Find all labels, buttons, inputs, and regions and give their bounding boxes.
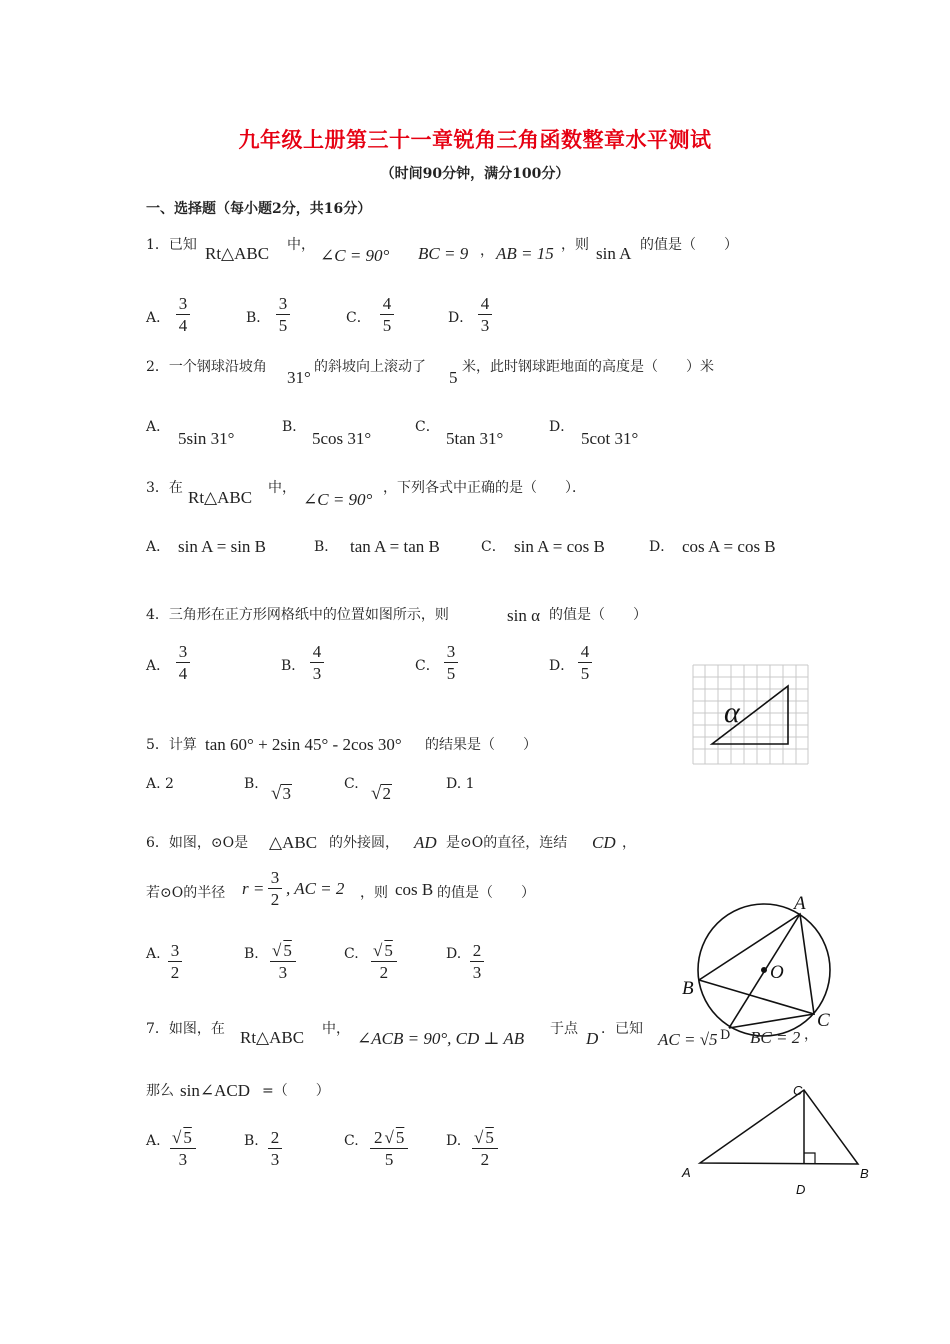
q6-label-o: O: [770, 962, 784, 983]
q6-option-a-label[interactable]: A.: [146, 946, 161, 962]
q7-right-angle-mark: [804, 1153, 815, 1164]
q6-cos-b: cos B: [395, 880, 434, 899]
q6-line2-b: ，则: [360, 885, 388, 901]
q3-option-b-expr: tan A = tan B: [350, 537, 440, 556]
q1-sin: sin A: [596, 244, 632, 263]
q7-label-b: B: [860, 1166, 869, 1181]
q5-option-a[interactable]: A. 2: [146, 776, 174, 792]
q5-tail: 的结果是（ ）: [425, 737, 537, 753]
q3-option-a-label[interactable]: A．: [146, 539, 171, 555]
q3-triangle: Rt△ABC: [188, 488, 253, 507]
q7-text-1: 7．如图，在: [146, 1021, 225, 1037]
q1-option-c-label[interactable]: C．: [346, 310, 371, 326]
q7-triangle-figure: [676, 1078, 876, 1202]
q7-tail: ，: [804, 1027, 818, 1043]
q3-option-a-expr: sin A = sin B: [178, 537, 267, 556]
q5-option-b-label[interactable]: B.: [244, 776, 259, 792]
q6-line2-a: 若⊙O的半径: [146, 885, 226, 901]
q3-option-d-label[interactable]: D．: [649, 539, 675, 555]
q2-option-b-label[interactable]: B．: [282, 419, 307, 435]
q7-fig-label-d: D: [720, 1028, 731, 1043]
q6-label-c: C: [817, 1010, 830, 1031]
page-subtitle: （时间90分钟，满分100分）: [380, 166, 570, 182]
q6-r: r =: [242, 879, 265, 898]
q3-option-c-expr: sin A = cos B: [514, 537, 605, 556]
q5-text-1: 5．计算: [146, 737, 197, 753]
q4-option-a-fraction: 3 4: [176, 641, 190, 684]
q6-triangle: △ABC: [269, 833, 318, 852]
q6-line1-c: 是⊙O的直径，连结: [446, 835, 568, 851]
q7-option-d-label[interactable]: D.: [446, 1133, 462, 1149]
q6-circle-figure: [674, 888, 844, 1050]
q1-option-a-fraction: 3 4: [176, 293, 190, 336]
q4-option-c-label[interactable]: C．: [415, 658, 440, 674]
q4-sin-alpha: sin α: [507, 606, 540, 625]
q7-sin-acd: sin∠ACD: [180, 1081, 250, 1100]
q3-number: 3．在: [146, 480, 183, 496]
q7-ac: AC = √5: [658, 1030, 718, 1049]
q6-ad: AD: [414, 833, 437, 852]
q7-option-b-label[interactable]: B.: [244, 1133, 259, 1149]
q6-segment-cd: [729, 1014, 814, 1028]
q6-option-d-fraction: 2 3: [470, 940, 484, 983]
q7-eq: =（ ）: [262, 1083, 330, 1099]
q7-yudian: 于点: [550, 1021, 578, 1037]
q2-option-b-expr: 5cos 31°: [312, 429, 372, 448]
q4-grid-figure: [692, 664, 810, 766]
q3-tail: ，下列各式中正确的是（ ）．: [383, 480, 586, 496]
q7-dot: ．已知: [601, 1021, 643, 1037]
q1-ab: AB = 15: [496, 244, 554, 263]
q6-label-a: A: [794, 893, 806, 914]
q2-text-2: 的斜坡向上滚动了: [314, 359, 426, 375]
q1-option-d-fraction: 4 3: [478, 293, 492, 336]
q5-option-b-sqrt: √ 3: [271, 783, 291, 804]
q6-triangle-abc: [699, 914, 814, 1014]
q7-condition: ∠ACB = 90°, CD ⊥ AB: [357, 1029, 525, 1048]
q3-zhong: 中，: [268, 480, 296, 496]
q6-cd: CD: [592, 833, 616, 852]
q6-center-dot: [761, 967, 767, 973]
q2-option-d-expr: 5cot 31°: [581, 429, 639, 448]
q5-expression: tan 60° + 2sin 45° - 2cos 30°: [205, 735, 402, 754]
q4-option-a-label[interactable]: A．: [146, 658, 171, 674]
q2-option-a-label[interactable]: A．: [146, 419, 171, 435]
q4-option-c-fraction: 3 5: [444, 641, 458, 684]
q4-text-1: 4．三角形在正方形网格纸中的位置如图所示，则: [146, 607, 449, 623]
q5-option-c-sqrt: √ 2: [371, 783, 391, 804]
q4-option-b-label[interactable]: B．: [281, 658, 306, 674]
q6-option-c-label[interactable]: C.: [344, 946, 359, 962]
q4-alpha-label: α: [724, 696, 740, 729]
q4-option-d-fraction: 4 5: [578, 641, 592, 684]
q7-zhong: 中，: [322, 1021, 350, 1037]
q2-option-a-expr: 5sin 31°: [178, 429, 235, 448]
q7-d: D: [586, 1029, 599, 1048]
q6-option-d-label[interactable]: D.: [446, 946, 462, 962]
q1-tail: 的值是（ ）: [640, 237, 738, 253]
q7-option-b-fraction: 2 3: [268, 1127, 282, 1170]
q1-comma: ，: [480, 243, 494, 259]
q6-line1-b: 的外接圆，: [329, 835, 399, 851]
q4-option-d-label[interactable]: D．: [549, 658, 575, 674]
q6-option-b-label[interactable]: B.: [244, 946, 259, 962]
q7-bc: BC = 2: [750, 1028, 801, 1047]
q1-triangle: Rt△ABC: [205, 244, 270, 263]
q6-ac: , AC = 2: [286, 879, 345, 898]
q1-option-a-label[interactable]: A．: [146, 310, 171, 326]
page-title: 九年级上册第三十一章锐角三角函数整章水平测试: [238, 127, 712, 152]
q4-option-b-fraction: 4 3: [310, 641, 324, 684]
q1-number: 1．已知: [146, 237, 197, 253]
q3-option-d-expr: cos A = cos B: [682, 537, 776, 556]
q6-line1-d: ，: [622, 835, 636, 851]
q1-option-c-fraction: 4 5: [380, 293, 394, 336]
q7-option-c-label[interactable]: C.: [344, 1133, 359, 1149]
q1-option-d-label[interactable]: D．: [448, 310, 474, 326]
q5-option-d[interactable]: D. 1: [446, 776, 475, 792]
q2-text-3: 米，此时钢球距地面的高度是（ ）米: [462, 359, 714, 375]
q1-ze: ，则: [561, 237, 589, 253]
q7-line2: 那么: [146, 1083, 174, 1099]
q6-option-b-fraction: √ 5 3: [270, 940, 296, 983]
q5-option-c-label[interactable]: C.: [344, 776, 359, 792]
q1-bc: BC = 9: [418, 244, 469, 263]
q1-zhong: 中，: [287, 237, 315, 253]
q2-option-d-label[interactable]: D．: [549, 419, 575, 435]
q6-line2-c: 的值是（ ）: [437, 885, 535, 901]
q1-option-b-fraction: 3 5: [276, 293, 290, 336]
q7-option-d-fraction: √ 5 2: [472, 1127, 498, 1170]
q3-option-b-label[interactable]: B．: [314, 539, 339, 555]
q3-option-c-label[interactable]: C．: [481, 539, 506, 555]
q1-angle: ∠C = 90°: [320, 246, 390, 265]
q3-angle: ∠C = 90°: [303, 490, 373, 509]
section-heading: 一、选择题（每小题2分，共16分）: [146, 201, 372, 217]
q6-option-c-fraction: √ 5 2: [371, 940, 397, 983]
q7-option-a-fraction: √ 5 3: [170, 1127, 196, 1170]
q1-option-b-label[interactable]: B．: [246, 310, 271, 326]
q7-option-c-fraction: 2 √ 5 5: [370, 1127, 408, 1170]
q7-label-c: C: [793, 1083, 803, 1098]
q7-label-d: D: [796, 1182, 806, 1197]
q2-five: 5: [449, 368, 458, 387]
q2-degree: 31°: [287, 368, 311, 387]
q4-tail: 的值是（ ）: [549, 607, 647, 623]
q6-radius-fraction: 3 2: [268, 867, 282, 910]
q7-option-a-label[interactable]: A.: [146, 1133, 161, 1149]
q6-option-a-fraction: 3 2: [168, 940, 182, 983]
q6-label-b: B: [682, 978, 694, 999]
q6-line1-a: 6．如图，⊙O是: [146, 835, 249, 851]
q7-triangle: Rt△ABC: [240, 1028, 305, 1047]
q7-triangle-abc: [700, 1090, 858, 1164]
q7-label-a: A: [682, 1165, 691, 1180]
q2-option-c-expr: 5tan 31°: [446, 429, 504, 448]
q2-text-1: 2．一个钢球沿坡角: [146, 359, 267, 375]
q2-option-c-label[interactable]: C．: [415, 419, 440, 435]
